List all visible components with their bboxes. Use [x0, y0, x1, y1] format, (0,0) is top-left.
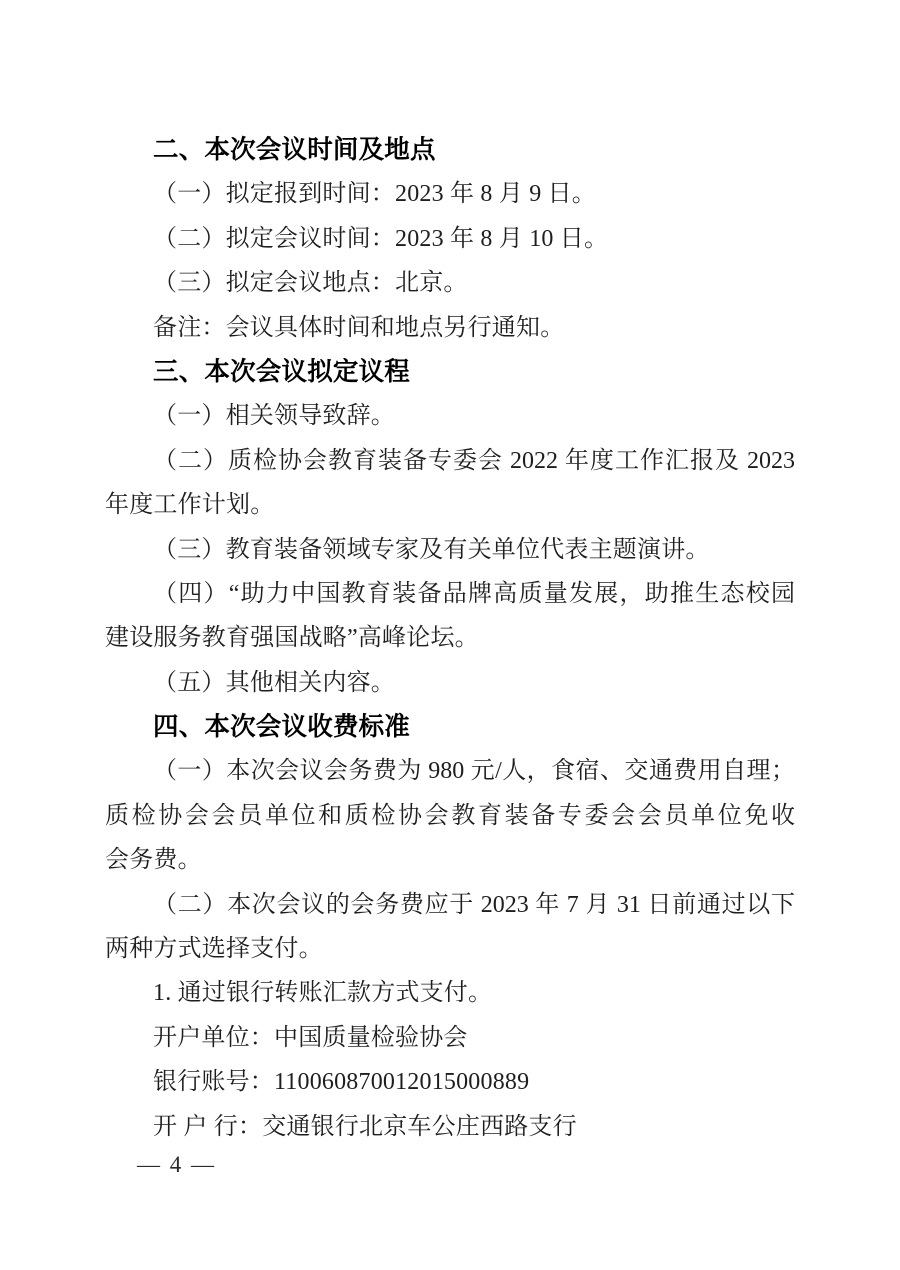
text-line: 会务费。 — [105, 847, 202, 874]
section-heading: 二、本次会议时间及地点 — [153, 136, 436, 164]
section-heading: 三、本次会议拟定议程 — [153, 357, 411, 386]
text-line: （一）相关领导致辞。 — [153, 403, 395, 430]
text-line: 银行账号：110060870012015000889 — [153, 1069, 530, 1096]
text-line: 1. 通过银行转账汇款方式支付。 — [153, 980, 493, 1007]
text-line: （一）拟定报到时间：2023 年 8 月 9 日。 — [153, 181, 596, 208]
text-line: （二）拟定会议时间：2023 年 8 月 10 日。 — [153, 225, 609, 252]
page-number: — 4 — — [137, 1152, 216, 1177]
text-line: （五）其他相关内容。 — [153, 669, 395, 696]
text-line: 两种方式选择支付。 — [105, 936, 323, 963]
text-line: （二）本次会议的会务费应于 2023 年 7 月 31 日前通过以下 — [153, 891, 795, 918]
text-line: 建设服务教育强国战略”高峰论坛。 — [105, 625, 479, 652]
section-heading: 四、本次会议收费标准 — [153, 713, 411, 742]
text-line: （二）质检协会教育装备专委会 2022 年度工作汇报及 2023 — [153, 447, 795, 474]
document-body — [105, 128, 795, 1149]
text-line: 年度工作计划。 — [105, 492, 275, 519]
text-line: （四）“助力中国教育装备品牌高质量发展，助推生态校园 — [153, 580, 795, 607]
text-line: （三）教育装备领域专家及有关单位代表主题演讲。 — [153, 536, 710, 563]
text-line: 开 户 行：交通银行北京车公庄西路支行 — [153, 1113, 577, 1140]
text-line: 质检协会会员单位和质检协会教育装备专委会会员单位免收 — [105, 802, 795, 829]
text-line: 开户单位：中国质量检验协会 — [153, 1024, 468, 1051]
text-line: （三）拟定会议地点：北京。 — [153, 270, 468, 297]
text-line: 备注：会议具体时间和地点另行通知。 — [153, 314, 565, 341]
text-line: （一）本次会议会务费为 980 元/人，食宿、交通费用自理； — [153, 758, 795, 785]
